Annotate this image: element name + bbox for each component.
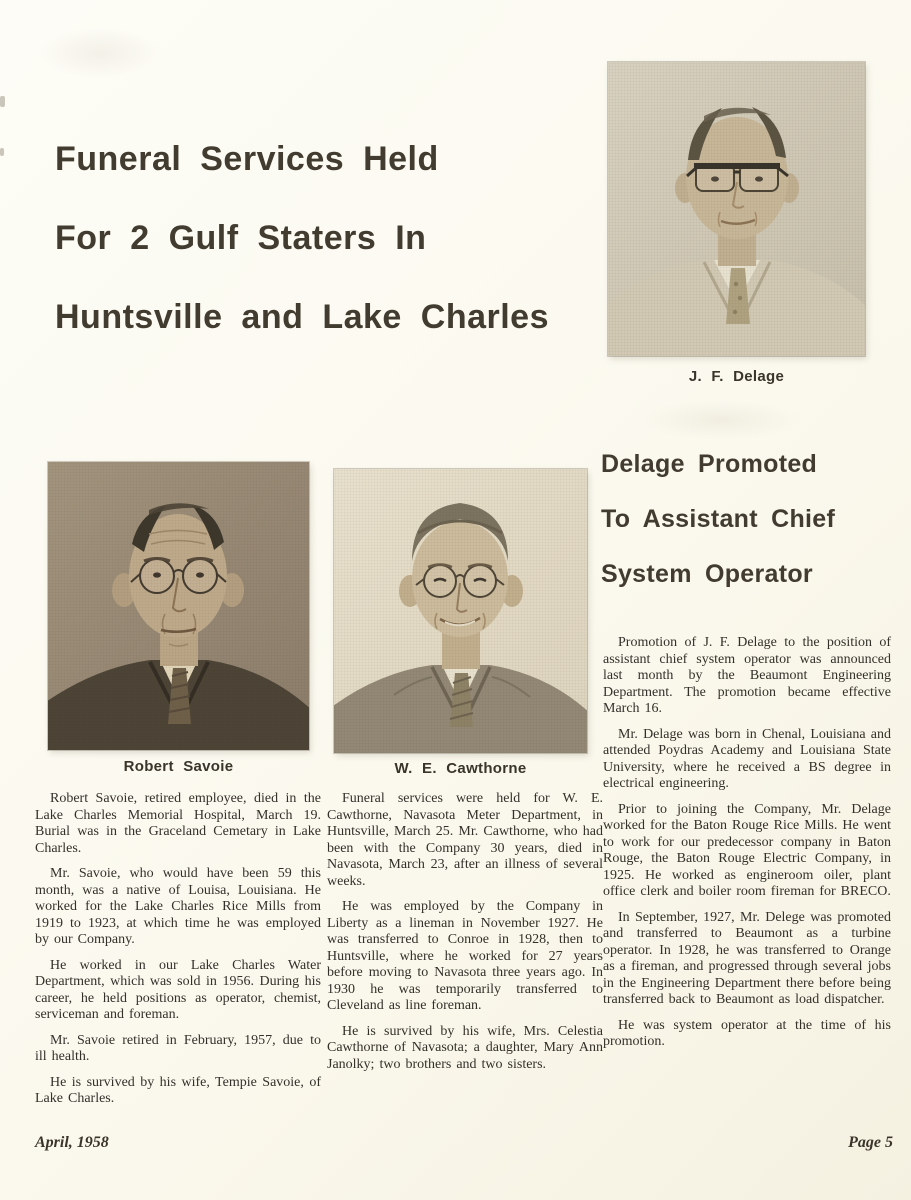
- footer-issue-date: April, 1958: [35, 1134, 109, 1151]
- cawthorne-photo: [334, 469, 587, 753]
- cawthorne-article-paragraph: Funeral services were held for W. E. Cawthorne, Navasota Meter Department, in Huntsville, March 25. Mr. Cawthorne, who had been with the Company 30 years, died in Navasota, March 23, after an illness of several weeks.: [327, 791, 603, 889]
- delage-portrait-image: [608, 62, 865, 356]
- page-title-line-3: Huntsville and Lake Charles: [55, 298, 549, 336]
- delage-photo: [608, 62, 865, 356]
- promotion-heading-line-3: System Operator: [601, 560, 813, 588]
- scan-speck: [0, 148, 4, 156]
- promotion-heading-line-2: To Assistant Chief: [601, 505, 836, 533]
- paper-blotch: [40, 28, 160, 78]
- promotion-heading: [601, 437, 835, 602]
- delage-photo-caption: J. F. Delage: [688, 368, 785, 385]
- delage-article-paragraph: He was system operator at the time of his promotion.: [603, 1017, 891, 1049]
- paper-blotch: [640, 400, 800, 440]
- page-title-line-1: Funeral Services Held: [55, 140, 439, 178]
- savoie-article-paragraph: He worked in our Lake Charles Water Department, which was sold in 1956. During his career, he held positions as operator, chemist, serviceman and foreman.: [35, 957, 321, 1022]
- footer-page-number: Page 5: [848, 1134, 893, 1151]
- cawthorne-portrait-image: [334, 469, 587, 753]
- page-title-line-2: For 2 Gulf Staters In: [55, 219, 427, 257]
- cawthorne-photo-caption: W. E. Cawthorne: [394, 760, 527, 777]
- savoie-article-paragraph: He is survived by his wife, Tempie Savoie, of Lake Charles.: [35, 1074, 321, 1106]
- delage-article-paragraph: Promotion of J. F. Delage to the position of assistant chief system operator was announced last month by the Beaumont Engineering Department. The promotion became effective March 16.: [603, 635, 891, 716]
- delage-article-paragraph: In September, 1927, Mr. Delege was promoted and transferred to Beaumont as a turbine operator. In 1928, he was transferred to Orange as a fireman, and progressed through several jobs in the Engineering Department there before being transferred back to Beaumont as load dispatcher.: [603, 909, 891, 1007]
- delage-article: [603, 635, 891, 1060]
- savoie-article-paragraph: Robert Savoie, retired employee, died in the Lake Charles Memorial Hospital, March 19. Burial was in the Graceland Cemetary in Lake Charles.: [35, 791, 321, 856]
- page-title: [55, 120, 549, 357]
- savoie-article-paragraph: Mr. Savoie retired in February, 1957, due to ill health.: [35, 1032, 321, 1064]
- cawthorne-article-paragraph: He is survived by his wife, Mrs. Celestia Cawthorne of Navasota; a daughter, Mary Ann Janolky; two brothers and two sisters.: [327, 1023, 603, 1072]
- savoie-article: [35, 791, 321, 1117]
- cawthorne-article-paragraph: He was employed by the Company in Liberty as a lineman in November 1927. He was transferred to Conroe in 1928, then to Huntsville, where he worked for 27 years before moving to Navasota three years ago. In 1930 he was temporarily transferred to Cleveland as line foreman.: [327, 899, 603, 1013]
- scan-speck: [0, 96, 5, 107]
- cawthorne-article: [327, 791, 603, 1082]
- savoie-article-paragraph: Mr. Savoie, who would have been 59 this month, was a native of Louisa, Louisiana. He worked for the Lake Charles Rice Mills from 1919 to 1923, at which time he was employed by our Company.: [35, 866, 321, 947]
- promotion-heading-line-1: Delage Promoted: [601, 450, 818, 478]
- savoie-photo-caption: Robert Savoie: [123, 758, 234, 775]
- savoie-photo: [48, 462, 309, 750]
- savoie-portrait-image: [48, 462, 309, 750]
- delage-article-paragraph: Prior to joining the Company, Mr. Delage worked for the Baton Rouge Rice Mills. He went to work for our predecessor company in Baton Rouge, the Baton Rouge Electric Company, in 1925. He worked as engineroom oiler, plant office clerk and boiler room fireman for BRECO.: [603, 801, 891, 899]
- delage-article-paragraph: Mr. Delage was born in Chenal, Louisiana and attended Poydras Academy and Louisiana State University, where he received a BS degree in electrical engineering.: [603, 726, 891, 791]
